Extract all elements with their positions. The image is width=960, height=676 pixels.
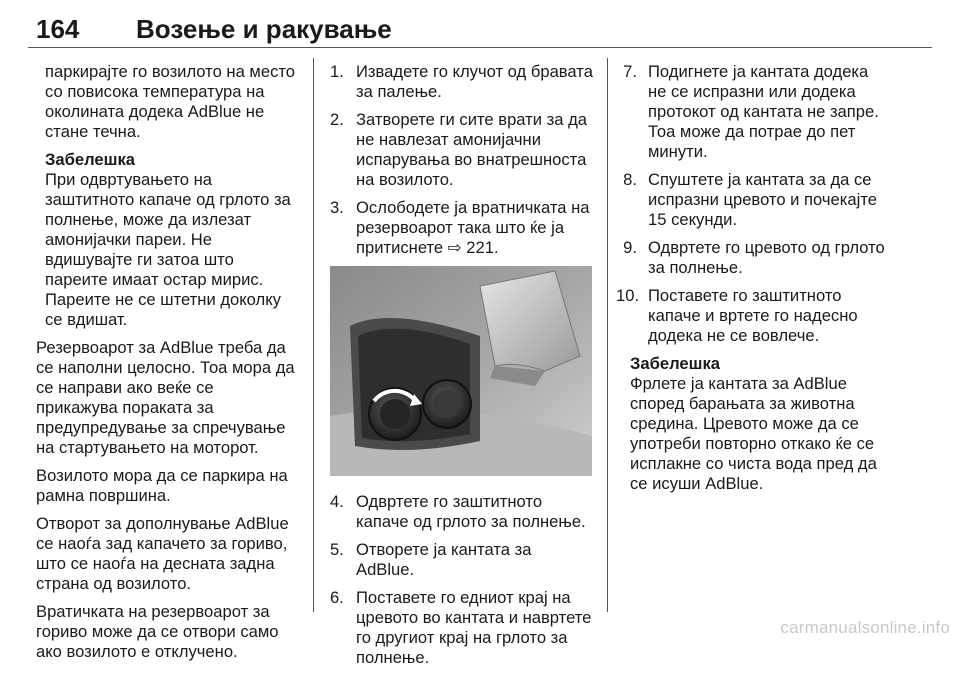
column-2 [330, 62, 594, 676]
paragraph: Резервоарот за AdBlue треба да се наполни целосно. Тоа мора да се направи ако веќе се прикажува пораката за предупредување за спречување на стартувањето на моторот. [36, 338, 295, 457]
paragraph-continuation: паркирајте го возилото на место со повисока температура на околината додека AdBlue не стане течна. [45, 62, 296, 141]
header-rule [28, 47, 932, 48]
step-text: Ослободете ја вратничката на резервоарот така што ќе ја притиснете ⇨ 221. [356, 198, 590, 257]
column-divider-2 [607, 58, 608, 612]
step-number: 2. [330, 110, 344, 129]
step-item [330, 110, 594, 190]
steps-list-a [330, 62, 594, 258]
page-header [28, 8, 932, 46]
step-text: Извадете го клучот од бравата за палење. [356, 62, 593, 101]
step-text: Одвртете го заштитното капаче од грлото за полнење. [356, 492, 586, 531]
step-number: 8. [623, 170, 637, 189]
step-text: Отворете ја кантата за AdBlue. [356, 540, 532, 579]
note-text: При одвртувањето на заштитното капаче од грлото за полнење, може да излезат амонијачки пареи. Не вдишувајте ги затоа што пареите имаат остар мирис. Пареите не се штетни доколку се вдишат. [45, 170, 291, 329]
step-item [330, 588, 594, 668]
step-item [330, 492, 594, 532]
step-number: 5. [330, 540, 344, 559]
step-text: Подигнете ја кантата додека не се испразни или додека протокот од кантата не запре. Тоа може да потрае до пет минути. [648, 62, 879, 161]
step-item [621, 238, 889, 278]
paragraph: Возилото мора да се паркира на рамна површина. [36, 466, 288, 505]
step-number: 10. [616, 286, 640, 305]
note-box-2 [621, 354, 889, 494]
page-number: 164 [36, 14, 80, 44]
watermark: carmanualsonline.info [780, 618, 950, 637]
step-item [330, 62, 594, 102]
step-item [616, 286, 889, 346]
step-item [621, 62, 889, 162]
step-number: 6. [330, 588, 344, 607]
step-number: 9. [623, 238, 637, 257]
column-divider-1 [313, 58, 314, 612]
note-heading: Забелешка [630, 354, 721, 373]
step-item [621, 170, 889, 230]
paragraph: Отворот за дополнување AdBlue се наоѓа зад капачето за гориво, што се наоѓа на десната задна страна од возилото. [36, 514, 289, 593]
step-item [330, 540, 594, 580]
note-box-1 [36, 150, 298, 330]
step-number: 3. [330, 198, 344, 217]
note-text: Фрлете ја кантата за AdBlue според барањата за животна средина. Цревото може да се употреби повторно откако ќе се исплакне со чиста вода пред да се исуши AdBlue. [630, 374, 877, 493]
section-title: Возење и ракување [136, 14, 392, 44]
column-3 [616, 62, 889, 502]
step-text: Одвртете го цревото од грлото за полнење. [648, 238, 885, 277]
step-number: 4. [330, 492, 344, 511]
steps-list-c [616, 62, 889, 346]
fuel-door-photo [330, 266, 592, 476]
step-item [330, 198, 594, 258]
step-text: Затворете ги сите врати за да не навлезат амонијачни испарувања во внатрешноста на возилото. [356, 110, 587, 189]
step-number: 1. [330, 62, 344, 81]
fuel-door-illustration [330, 266, 592, 476]
step-text: Поставете го едниот крај на цревото во кантата и навртете го другиот крај на грлото за полнење. [356, 588, 592, 667]
note-heading: Забелешка [45, 150, 136, 169]
step-text: Поставете го заштитното капаче и вртете го надесно додека не се вовлече. [648, 286, 858, 345]
paragraph: Вратичката на резервоарот за гориво може да се отвори само ако возилото е отклучено. [36, 602, 279, 661]
column-1 [36, 62, 298, 670]
step-number: 7. [623, 62, 637, 81]
step-text: Спуштете ја кантата за да се испразни цревото и почекајте 15 секунди. [648, 170, 877, 229]
